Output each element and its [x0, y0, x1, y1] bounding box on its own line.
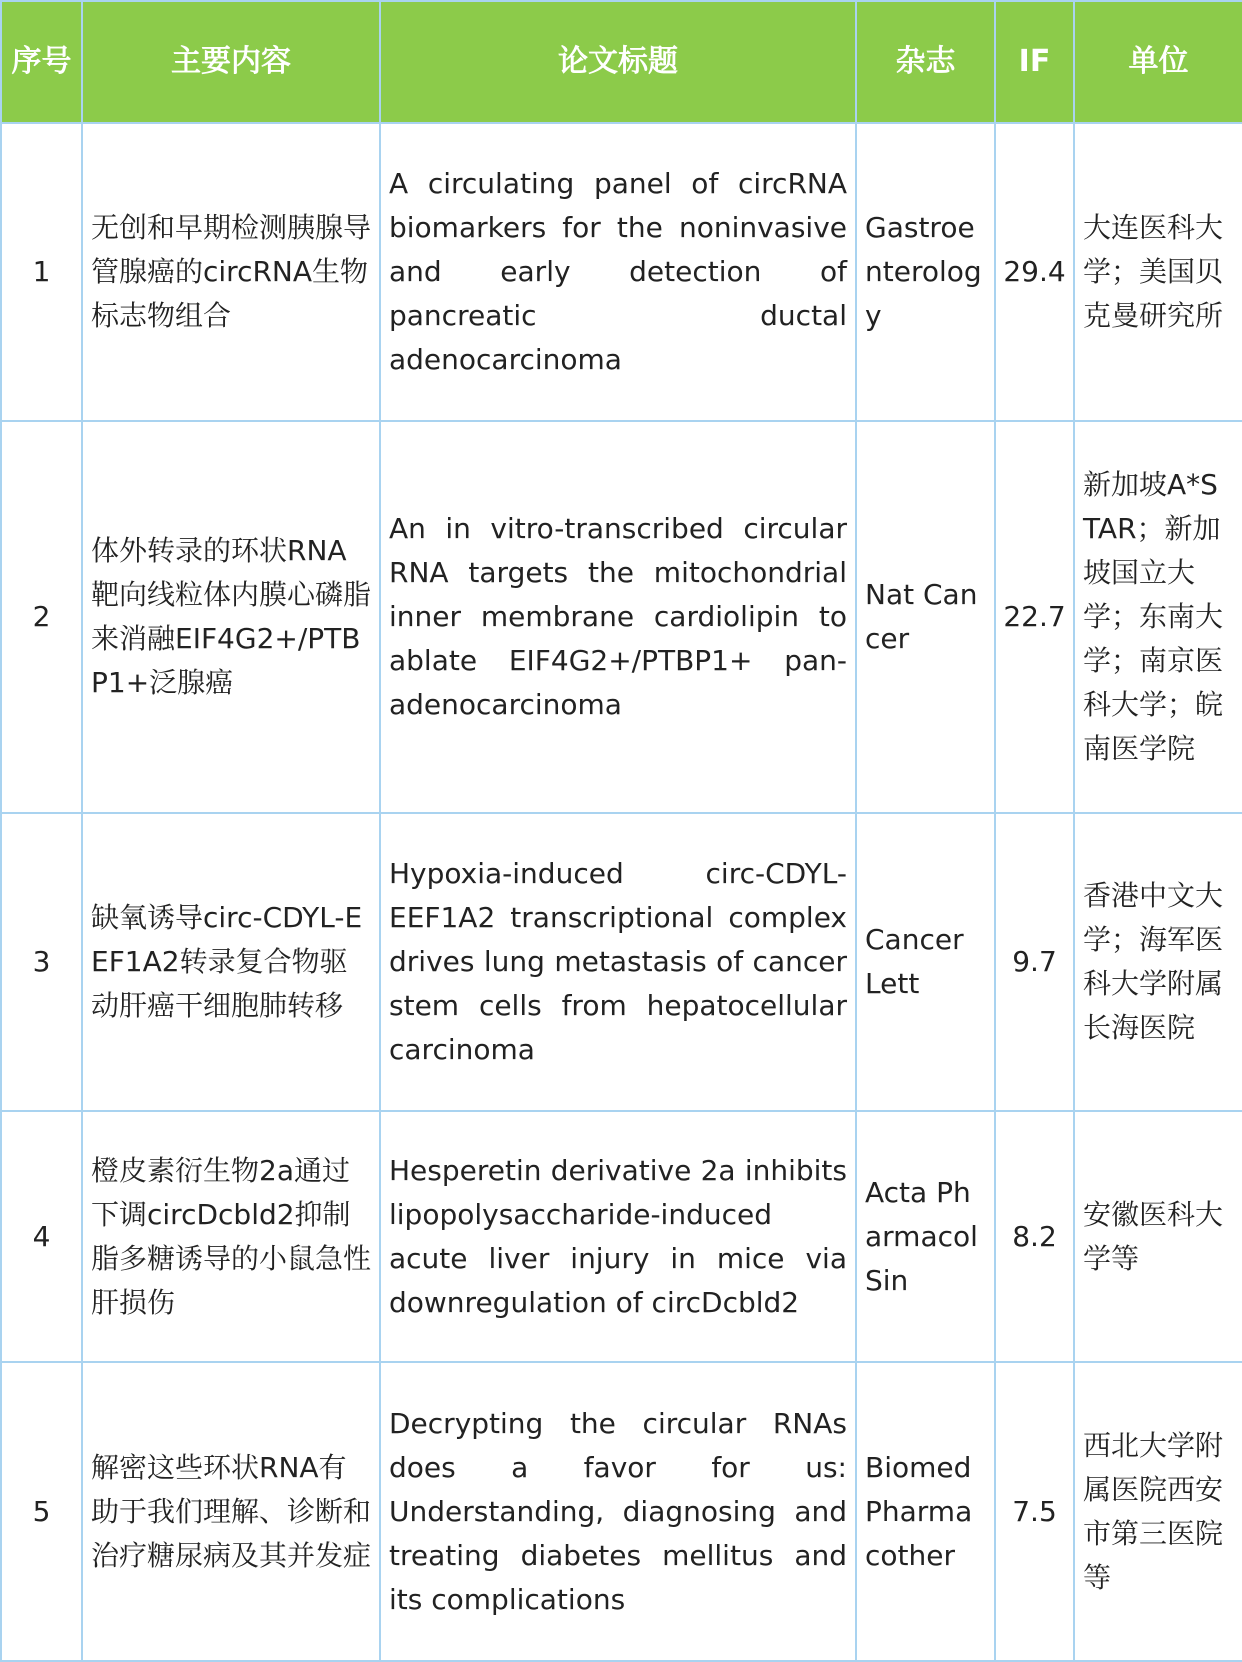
table-row — [1, 1111, 1242, 1362]
row-unit: 安徽医科大学等 — [1074, 1111, 1242, 1362]
header-journal: 杂志 — [856, 1, 995, 123]
row-if: 8.2 — [995, 1111, 1074, 1362]
row-journal: Biomed Pharmacother — [856, 1362, 995, 1661]
header-title: 论文标题 — [380, 1, 856, 123]
header-index: 序号 — [1, 1, 82, 123]
row-title: Decrypting the circular RNAs does a favor for us: Understanding, diagnosing and treating diabetes mellitus and its complications — [380, 1362, 856, 1661]
row-journal: Cancer Lett — [856, 813, 995, 1111]
header-content: 主要内容 — [82, 1, 380, 123]
table-row — [1, 813, 1242, 1111]
row-index: 5 — [1, 1362, 82, 1661]
row-content: 缺氧诱导circ-CDYL-EEF1A2转录复合物驱动肝癌干细胞肺转移 — [82, 813, 380, 1111]
row-index: 2 — [1, 421, 82, 813]
row-title: Hesperetin derivative 2a inhibits lipopolysaccharide-induced acute liver injury in mice via downregulation of circDcbld2 — [380, 1111, 856, 1362]
row-if: 7.5 — [995, 1362, 1074, 1661]
row-content: 体外转录的环状RNA靶向线粒体内膜心磷脂来消融EIF4G2+/PTBP1+泛腺癌 — [82, 421, 380, 813]
row-if: 22.7 — [995, 421, 1074, 813]
row-unit: 香港中文大学；海军医科大学附属长海医院 — [1074, 813, 1242, 1111]
row-title: Hypoxia-induced circ-CDYL-EEF1A2 transcriptional complex drives lung metastasis of cancer stem cells from hepatocellular carcinoma — [380, 813, 856, 1111]
row-journal: Nat Cancer — [856, 421, 995, 813]
row-title: An in vitro-transcribed circular RNA targets the mitochondrial inner membrane cardiolipin to ablate EIF4G2+/PTBP1+ pan-adenocarcinoma — [380, 421, 856, 813]
table-row — [1, 421, 1242, 813]
row-unit: 西北大学附属医院西安市第三医院等 — [1074, 1362, 1242, 1661]
row-content: 无创和早期检测胰腺导管腺癌的circRNA生物标志物组合 — [82, 123, 380, 421]
row-index: 3 — [1, 813, 82, 1111]
row-journal: Gastroenterology — [856, 123, 995, 421]
row-index: 4 — [1, 1111, 82, 1362]
header-unit: 单位 — [1074, 1, 1242, 123]
row-index: 1 — [1, 123, 82, 421]
table-row — [1, 1362, 1242, 1661]
row-journal: Acta Pharmacol Sin — [856, 1111, 995, 1362]
header-row — [1, 1, 1242, 123]
row-unit: 大连医科大学；美国贝克曼研究所 — [1074, 123, 1242, 421]
row-if: 29.4 — [995, 123, 1074, 421]
row-if: 9.7 — [995, 813, 1074, 1111]
header-if: IF — [995, 1, 1074, 123]
row-content: 橙皮素衍生物2a通过下调circDcbld2抑制脂多糖诱导的小鼠急性肝损伤 — [82, 1111, 380, 1362]
row-content: 解密这些环状RNA有助于我们理解、诊断和治疗糖尿病及其并发症 — [82, 1362, 380, 1661]
table-row — [1, 123, 1242, 421]
row-unit: 新加坡A*STAR；新加坡国立大学；东南大学；南京医科大学；皖南医学院 — [1074, 421, 1242, 813]
row-title: A circulating panel of circRNA biomarkers for the noninvasive and early detection of pancreatic ductal adenocarcinoma — [380, 123, 856, 421]
